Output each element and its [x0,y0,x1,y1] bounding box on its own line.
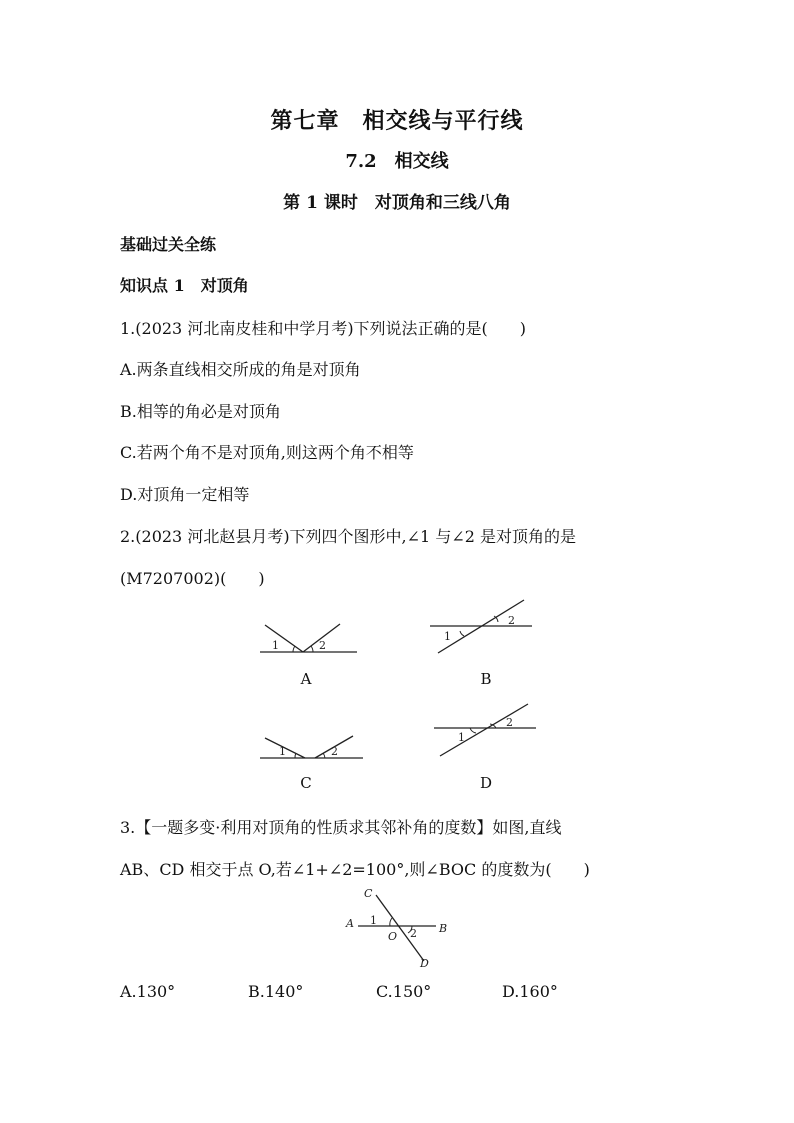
figure-c-label: C [300,774,312,792]
figure-d-label: D [479,774,493,792]
point-a-label: A [346,917,354,930]
figure-d-angle-arc [470,728,476,733]
angle-1-arc [390,918,392,926]
angle-2-label: 2 [410,927,417,940]
point-c-label: C [364,887,373,900]
figure-c-angle-arc [295,753,296,758]
question-1-option-a: A.两条直线相交所成的角是对顶角 [120,360,361,379]
question-1-option-c: C.若两个角不是对顶角,则这两个角不相等 [120,443,414,462]
figure-b [428,598,538,658]
point-b-label: B [439,922,448,935]
figure-b-angle-1-label: 1 [444,630,451,643]
figure-a-angle-1-label: 1 [272,639,279,652]
question-2-stem-line1: 2.(2023 河北赵县月考)下列四个图形中,∠1 与∠2 是对顶角的是 [120,527,576,546]
question-1-stem: 1.(2023 河北南皮桂和中学月考)下列说法正确的是( ) [120,319,527,338]
question-3-stem-line1: 3.【一题多变·利用对顶角的性质求其邻补角的度数】如图,直线 [120,818,562,837]
figure-c [255,730,365,765]
question-3-option-b: B.140° [248,982,304,1001]
question-3-option-c: C.150° [376,982,432,1001]
question-3-stem-line2: AB、CD 相交于点 O,若∠1+∠2=100°,则∠BOC 的度数为( ) [120,860,590,879]
figure-d-angle-1-label: 1 [458,731,465,744]
figure-a-left-ray [265,625,303,652]
figure-c-angle-1-label: 1 [279,745,286,758]
question-3-options [120,982,680,1006]
figure-a-angle-2-label: 2 [319,639,326,652]
question-2-stem-line2: (M7207002)( ) [120,569,265,588]
knowledge-point-heading: 知识点 1 对顶角 [120,276,249,295]
point-o-label: O [388,930,398,943]
lesson-title: 第 1 课时 对顶角和三线八角 [283,193,511,213]
part-heading: 基础过关全练 [120,235,217,254]
figure-a-angle-arc [293,646,295,652]
figure-b-label: B [480,670,492,688]
question-3-option-a: A.130° [120,982,176,1001]
question-3-figure [340,885,460,970]
figure-d-slant-line [440,704,528,756]
question-1-option-d: D.对顶角一定相等 [120,485,250,504]
figure-b-angle-2-label: 2 [508,614,515,627]
figure-a-angle-arc [311,646,313,652]
figure-a [255,620,365,660]
question-1-option-b: B.相等的角必是对顶角 [120,402,281,421]
section-title: 7.2 相交线 [345,151,449,172]
chapter-title: 第七章 相交线与平行线 [270,108,524,134]
angle-1-label: 1 [370,914,377,927]
figure-b-angle-arc [460,631,464,636]
point-d-label: D [420,957,429,970]
figure-a-label: A [300,670,312,688]
figure-d [432,700,542,760]
question-3-option-d: D.160° [502,982,558,1001]
figure-c-angle-arc [323,753,325,758]
figure-d-angle-2-label: 2 [506,716,513,729]
figure-c-angle-2-label: 2 [331,745,338,758]
